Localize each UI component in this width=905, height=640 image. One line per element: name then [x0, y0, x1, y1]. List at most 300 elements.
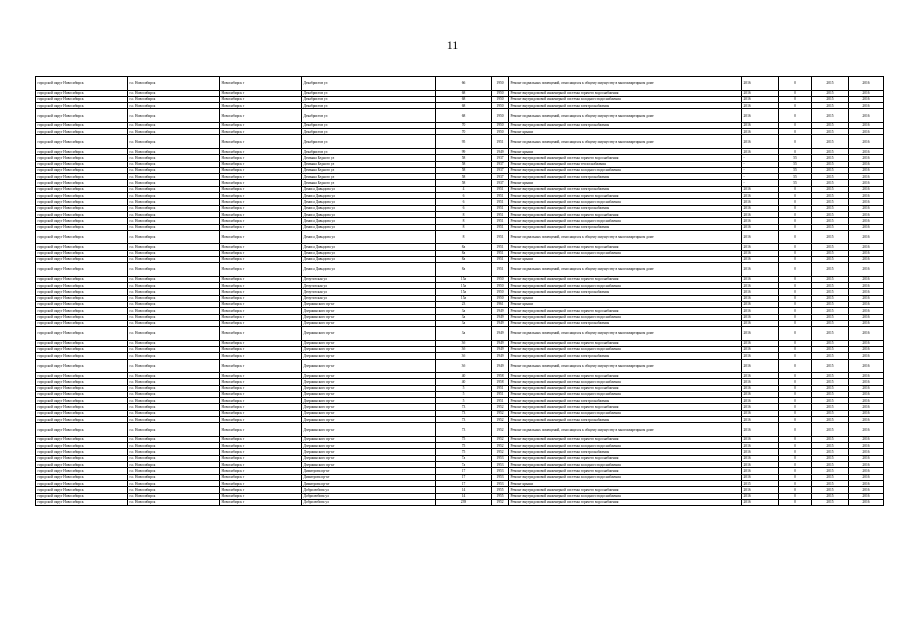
- cell-amount: 0: [779, 455, 812, 461]
- cell-work-type: Ремонт внутридомовой инженерной системы холодного водоснабжения: [509, 96, 742, 102]
- cell-amount: 0: [779, 211, 812, 217]
- cell-locality: Новосибирск г: [220, 109, 302, 123]
- cell-settlement: г.о. Новосибирск: [128, 314, 220, 320]
- cell-period-end: 2016: [849, 398, 884, 404]
- cell-house-number: 58: [436, 167, 492, 173]
- cell-locality: Новосибирск г: [220, 161, 302, 167]
- cell-settlement: г.о. Новосибирск: [128, 499, 220, 505]
- table-row: [36, 109, 884, 123]
- cell-period-end: 2016: [849, 391, 884, 397]
- cell-locality: Новосибирск г: [220, 391, 302, 397]
- cell-street: Дениса Давыдова ул: [302, 211, 436, 217]
- cell-plan-year: 2016: [742, 474, 779, 480]
- cell-period-start: 2015: [812, 199, 849, 205]
- cell-street: Добролюбова ул: [302, 499, 436, 505]
- cell-period-start: 2015: [812, 244, 849, 250]
- cell-street: Декабристов ул: [302, 122, 436, 128]
- cell-house-number: 17: [436, 474, 492, 480]
- cell-period-end: 2016: [849, 301, 884, 307]
- cell-house-number: 17: [436, 480, 492, 486]
- cell-street: Депутатская ул: [302, 295, 436, 301]
- cell-build-year: 1949: [492, 340, 509, 346]
- cell-work-type: Ремонт внутридомовой инженерной системы горячего водоснабжения: [509, 244, 742, 250]
- cell-plan-year: 2016: [742, 359, 779, 373]
- cell-period-end: 2016: [849, 155, 884, 161]
- cell-build-year: 1949: [492, 359, 509, 373]
- cell-build-year: 1949: [492, 346, 509, 352]
- cell-period-end: 2016: [849, 263, 884, 277]
- cell-period-start: 2015: [812, 480, 849, 486]
- cell-period-end: 2016: [849, 449, 884, 455]
- cell-period-end: 2016: [849, 161, 884, 167]
- cell-municipality: городской округ Новосибирск: [36, 230, 128, 244]
- cell-period-start: 2015: [812, 167, 849, 173]
- cell-settlement: г.о. Новосибирск: [128, 155, 220, 161]
- cell-work-type: Ремонт внутридомовой инженерной системы холодного водоснабжения: [509, 493, 742, 499]
- cell-amount: 0: [779, 487, 812, 493]
- cell-period-end: 2016: [849, 289, 884, 295]
- cell-plan-year: 2016: [742, 263, 779, 277]
- cell-locality: Новосибирск г: [220, 244, 302, 250]
- cell-build-year: 1951: [492, 391, 509, 397]
- cell-municipality: городской округ Новосибирск: [36, 417, 128, 423]
- cell-work-type: Ремонт подвальных помещений, относящихся к общему имуществу в многоквартирном доме: [509, 359, 742, 373]
- cell-build-year: 1951: [492, 244, 509, 250]
- cell-work-type: Ремонт внутридомовой инженерной системы электроснабжения: [509, 122, 742, 128]
- cell-settlement: г.о. Новосибирск: [128, 218, 220, 224]
- cell-work-type: Ремонт подвальных помещений, относящихся к общему имуществу в многоквартирном доме: [509, 327, 742, 341]
- cell-amount: 0: [779, 199, 812, 205]
- cell-amount: 0: [779, 417, 812, 423]
- cell-settlement: г.о. Новосибирск: [128, 327, 220, 341]
- cell-settlement: г.о. Новосибирск: [128, 404, 220, 410]
- cell-house-number: 8: [436, 230, 492, 244]
- cell-period-end: 2016: [849, 129, 884, 135]
- cell-house-number: 3а: [436, 314, 492, 320]
- cell-settlement: г.о. Новосибирск: [128, 250, 220, 256]
- cell-locality: Новосибирск г: [220, 327, 302, 341]
- cell-period-end: 2016: [849, 320, 884, 326]
- cell-work-type: Ремонт внутридомовой инженерной системы холодного водоснабжения: [509, 391, 742, 397]
- cell-street: Декабристов ул: [302, 90, 436, 96]
- cell-work-type: Ремонт внутридомовой инженерной системы холодного водоснабжения: [509, 379, 742, 385]
- cell-municipality: городской округ Новосибирск: [36, 404, 128, 410]
- cell-settlement: г.о. Новосибирск: [128, 109, 220, 123]
- cell-settlement: г.о. Новосибирск: [128, 263, 220, 277]
- cell-build-year: 1952: [492, 499, 509, 505]
- cell-work-type: Ремонт внутридомовой инженерной системы электроснабжения: [509, 224, 742, 230]
- cell-street: Депутатская ул: [302, 283, 436, 289]
- cell-locality: Новосибирск г: [220, 129, 302, 135]
- cell-period-end: 2016: [849, 211, 884, 217]
- cell-plan-year: 2016: [742, 443, 779, 449]
- cell-work-type: Ремонт внутридомовой инженерной системы холодного водоснабжения: [509, 462, 742, 468]
- cell-period-end: 2016: [849, 244, 884, 250]
- cell-settlement: г.о. Новосибирск: [128, 423, 220, 437]
- cell-plan-year: 2016: [742, 301, 779, 307]
- cell-amount: 0: [779, 263, 812, 277]
- cell-work-type: Ремонт внутридомовой инженерной системы горячего водоснабжения: [509, 308, 742, 314]
- cell-period-start: 2015: [812, 250, 849, 256]
- cell-period-start: 2015: [812, 230, 849, 244]
- cell-period-start: 2015: [812, 391, 849, 397]
- cell-street: Добролюбова ул: [302, 493, 436, 499]
- cell-period-end: 2016: [849, 373, 884, 379]
- cell-amount: 0: [779, 423, 812, 437]
- cell-amount: 0: [779, 77, 812, 91]
- cell-municipality: городской округ Новосибирск: [36, 199, 128, 205]
- cell-settlement: г.о. Новосибирск: [128, 320, 220, 326]
- table-row: [36, 135, 884, 149]
- cell-period-end: 2016: [849, 205, 884, 211]
- cell-amount: 0: [779, 468, 812, 474]
- cell-settlement: г.о. Новосибирск: [128, 211, 220, 217]
- cell-settlement: г.о. Новосибирск: [128, 103, 220, 109]
- cell-house-number: 40: [436, 373, 492, 379]
- cell-house-number: 99: [436, 148, 492, 154]
- cell-street: Дениса Давыдова ул: [302, 199, 436, 205]
- cell-build-year: 1951: [492, 256, 509, 262]
- cell-plan-year: 2016: [742, 327, 779, 341]
- cell-period-end: 2016: [849, 308, 884, 314]
- cell-work-type: Ремонт крыши: [509, 480, 742, 486]
- cell-period-end: 2016: [849, 353, 884, 359]
- cell-period-start: 2015: [812, 148, 849, 154]
- cell-amount: 0: [779, 96, 812, 102]
- cell-period-end: 2016: [849, 218, 884, 224]
- cell-settlement: г.о. Новосибирск: [128, 443, 220, 449]
- cell-period-start: 2015: [812, 379, 849, 385]
- cell-plan-year: 2016: [742, 96, 779, 102]
- cell-amount: 0: [779, 308, 812, 314]
- cell-street: Дениса Давыдова ул: [302, 230, 436, 244]
- cell-work-type: Ремонт подвальных помещений, относящихся к общему имуществу в многоквартирном доме: [509, 77, 742, 91]
- cell-municipality: городской округ Новосибирск: [36, 443, 128, 449]
- cell-plan-year: 2016: [742, 346, 779, 352]
- cell-period-start: 2015: [812, 493, 849, 499]
- cell-period-start: 2015: [812, 218, 849, 224]
- cell-amount: 0: [779, 289, 812, 295]
- cell-work-type: Ремонт подвальных помещений, относящихся к общему имуществу в многоквартирном доме: [509, 230, 742, 244]
- cell-period-start: 2015: [812, 96, 849, 102]
- cell-street: Дзержинского пр-кт: [302, 423, 436, 437]
- cell-work-type: Ремонт внутридомовой инженерной системы горячего водоснабжения: [509, 90, 742, 96]
- cell-street: Дзержинского пр-кт: [302, 391, 436, 397]
- cell-amount: 55: [779, 155, 812, 161]
- cell-street: Декабристов ул: [302, 148, 436, 154]
- cell-plan-year: 2016: [742, 373, 779, 379]
- cell-settlement: г.о. Новосибирск: [128, 77, 220, 91]
- cell-house-number: 3б: [436, 353, 492, 359]
- cell-locality: Новосибирск г: [220, 90, 302, 96]
- cell-work-type: Ремонт внутридомовой инженерной системы горячего водоснабжения: [509, 155, 742, 161]
- cell-plan-year: 2016: [742, 462, 779, 468]
- cell-amount: 0: [779, 218, 812, 224]
- cell-plan-year: -: [742, 155, 779, 161]
- cell-street: Дениса Давыдова ул: [302, 263, 436, 277]
- cell-amount: 0: [779, 205, 812, 211]
- cell-period-end: 2016: [849, 443, 884, 449]
- cell-house-number: 8а: [436, 256, 492, 262]
- cell-house-number: 73: [436, 410, 492, 416]
- cell-municipality: городской округ Новосибирск: [36, 468, 128, 474]
- cell-settlement: г.о. Новосибирск: [128, 244, 220, 250]
- cell-build-year: 1950: [492, 289, 509, 295]
- cell-amount: 55: [779, 167, 812, 173]
- cell-period-start: 2015: [812, 308, 849, 314]
- cell-street: Дзержинского пр-кт: [302, 379, 436, 385]
- cell-settlement: г.о. Новосибирск: [128, 480, 220, 486]
- cell-period-end: 2016: [849, 487, 884, 493]
- cell-build-year: 1949: [492, 353, 509, 359]
- cell-amount: 55: [779, 174, 812, 180]
- cell-locality: Новосибирск г: [220, 385, 302, 391]
- cell-build-year: 1952: [492, 417, 509, 423]
- cell-street: Дзержинского пр-кт: [302, 308, 436, 314]
- cell-plan-year: 2016: [742, 487, 779, 493]
- cell-settlement: г.о. Новосибирск: [128, 186, 220, 192]
- cell-build-year: 1949: [492, 148, 509, 154]
- cell-house-number: 73: [436, 417, 492, 423]
- cell-amount: 0: [779, 90, 812, 96]
- table-row: [36, 359, 884, 373]
- cell-street: Демьяна Бедного ул: [302, 174, 436, 180]
- cell-plan-year: 2016: [742, 218, 779, 224]
- cell-work-type: Ремонт внутридомовой инженерной системы горячего водоснабжения: [509, 436, 742, 442]
- cell-plan-year: 2016: [742, 205, 779, 211]
- cell-work-type: Ремонт крыши: [509, 148, 742, 154]
- cell-period-start: 2015: [812, 224, 849, 230]
- cell-locality: Новосибирск г: [220, 468, 302, 474]
- cell-plan-year: 2015: [742, 480, 779, 486]
- cell-work-type: Ремонт внутридомовой инженерной системы холодного водоснабжения: [509, 250, 742, 256]
- cell-settlement: г.о. Новосибирск: [128, 148, 220, 154]
- cell-period-end: 2016: [849, 276, 884, 282]
- cell-street: Декабристов ул: [302, 129, 436, 135]
- cell-work-type: Ремонт крыши: [509, 295, 742, 301]
- cell-settlement: г.о. Новосибирск: [128, 256, 220, 262]
- cell-house-number: 15а: [436, 283, 492, 289]
- cell-amount: 0: [779, 256, 812, 262]
- cell-municipality: городской округ Новосибирск: [36, 122, 128, 128]
- cell-plan-year: 2016: [742, 468, 779, 474]
- cell-amount: 0: [779, 122, 812, 128]
- cell-locality: Новосибирск г: [220, 320, 302, 326]
- cell-street: Дзержинского пр-кт: [302, 436, 436, 442]
- cell-street: Дзержинского пр-кт: [302, 314, 436, 320]
- cell-amount: 0: [779, 224, 812, 230]
- cell-settlement: г.о. Новосибирск: [128, 180, 220, 186]
- cell-municipality: городской округ Новосибирск: [36, 161, 128, 167]
- cell-municipality: городской округ Новосибирск: [36, 391, 128, 397]
- cell-street: Дениса Давыдова ул: [302, 256, 436, 262]
- cell-period-start: 2015: [812, 417, 849, 423]
- cell-build-year: 1950: [492, 103, 509, 109]
- cell-plan-year: 2016: [742, 135, 779, 149]
- cell-settlement: г.о. Новосибирск: [128, 359, 220, 373]
- cell-settlement: г.о. Новосибирск: [128, 289, 220, 295]
- cell-period-start: 2015: [812, 449, 849, 455]
- cell-settlement: г.о. Новосибирск: [128, 436, 220, 442]
- cell-work-type: Ремонт внутридомовой инженерной системы электроснабжения: [509, 417, 742, 423]
- cell-build-year: 1951: [492, 135, 509, 149]
- cell-work-type: Ремонт внутридомовой инженерной системы электроснабжения: [509, 174, 742, 180]
- cell-period-end: 2016: [849, 122, 884, 128]
- cell-settlement: г.о. Новосибирск: [128, 398, 220, 404]
- cell-plan-year: 2016: [742, 449, 779, 455]
- cell-municipality: городской округ Новосибирск: [36, 493, 128, 499]
- cell-house-number: 5: [436, 398, 492, 404]
- cell-house-number: 5: [436, 391, 492, 397]
- cell-build-year: 1953: [492, 455, 509, 461]
- cell-municipality: городской округ Новосибирск: [36, 359, 128, 373]
- cell-plan-year: 2016: [742, 385, 779, 391]
- cell-municipality: городской округ Новосибирск: [36, 462, 128, 468]
- cell-period-start: 2015: [812, 468, 849, 474]
- cell-build-year: 1949: [492, 308, 509, 314]
- cell-build-year: 1949: [492, 327, 509, 341]
- cell-period-start: 2015: [812, 423, 849, 437]
- cell-locality: Новосибирск г: [220, 263, 302, 277]
- cell-locality: Новосибирск г: [220, 436, 302, 442]
- cell-amount: 0: [779, 404, 812, 410]
- cell-period-start: 2015: [812, 373, 849, 379]
- cell-period-start: 2015: [812, 109, 849, 123]
- cell-period-start: 2015: [812, 129, 849, 135]
- cell-settlement: г.о. Новосибирск: [128, 122, 220, 128]
- cell-period-end: 2016: [849, 462, 884, 468]
- cell-work-type: Ремонт внутридомовой инженерной системы электроснабжения: [509, 205, 742, 211]
- cell-settlement: г.о. Новосибирск: [128, 487, 220, 493]
- cell-locality: Новосибирск г: [220, 211, 302, 217]
- cell-street: Декабристов ул: [302, 135, 436, 149]
- cell-work-type: Ремонт крыши: [509, 129, 742, 135]
- cell-street: Демьяна Бедного ул: [302, 161, 436, 167]
- cell-house-number: 40: [436, 379, 492, 385]
- cell-work-type: Ремонт внутридомовой инженерной системы электроснабжения: [509, 449, 742, 455]
- cell-period-start: 2015: [812, 103, 849, 109]
- table-row: [36, 77, 884, 91]
- cell-amount: 0: [779, 327, 812, 341]
- cell-period-start: 2015: [812, 487, 849, 493]
- cell-period-start: 2015: [812, 436, 849, 442]
- cell-amount: 0: [779, 230, 812, 244]
- cell-period-end: 2016: [849, 295, 884, 301]
- cell-house-number: 7а: [436, 455, 492, 461]
- cell-amount: 0: [779, 103, 812, 109]
- cell-municipality: городской округ Новосибирск: [36, 186, 128, 192]
- cell-settlement: г.о. Новосибирск: [128, 468, 220, 474]
- cell-plan-year: 2016: [742, 493, 779, 499]
- cell-work-type: Ремонт внутридомовой инженерной системы горячего водоснабжения: [509, 193, 742, 199]
- cell-period-start: 2015: [812, 295, 849, 301]
- cell-plan-year: 2016: [742, 230, 779, 244]
- cell-work-type: Ремонт внутридомовой инженерной системы холодного водоснабжения: [509, 474, 742, 480]
- cell-street: Дзержинского пр-кт: [302, 346, 436, 352]
- cell-municipality: городской округ Новосибирск: [36, 77, 128, 91]
- cell-period-end: 2016: [849, 250, 884, 256]
- cell-build-year: 1958: [492, 379, 509, 385]
- cell-settlement: г.о. Новосибирск: [128, 353, 220, 359]
- cell-work-type: Ремонт внутридомовой инженерной системы электроснабжения: [509, 320, 742, 326]
- cell-build-year: 1952: [492, 423, 509, 437]
- cell-municipality: городской округ Новосибирск: [36, 410, 128, 416]
- cell-work-type: Ремонт внутридомовой инженерной системы горячего водоснабжения: [509, 487, 742, 493]
- cell-municipality: городской округ Новосибирск: [36, 327, 128, 341]
- cell-amount: 0: [779, 244, 812, 250]
- cell-period-start: 2015: [812, 174, 849, 180]
- cell-locality: Новосибирск г: [220, 155, 302, 161]
- cell-locality: Новосибирск г: [220, 96, 302, 102]
- cell-plan-year: 2016: [742, 90, 779, 96]
- cell-period-end: 2016: [849, 493, 884, 499]
- cell-locality: Новосибирск г: [220, 480, 302, 486]
- cell-locality: Новосибирск г: [220, 493, 302, 499]
- cell-build-year: 1951: [492, 186, 509, 192]
- cell-amount: 55: [779, 161, 812, 167]
- cell-amount: 0: [779, 129, 812, 135]
- cell-municipality: городской округ Новосибирск: [36, 90, 128, 96]
- cell-period-start: 2015: [812, 77, 849, 91]
- cell-house-number: 5: [436, 385, 492, 391]
- cell-period-end: 2016: [849, 167, 884, 173]
- cell-plan-year: 2016: [742, 391, 779, 397]
- cell-street: Дениса Давыдова ул: [302, 244, 436, 250]
- cell-period-end: 2016: [849, 135, 884, 149]
- cell-locality: Новосибирск г: [220, 276, 302, 282]
- cell-work-type: Ремонт внутридомовой инженерной системы холодного водоснабжения: [509, 218, 742, 224]
- cell-plan-year: 2016: [742, 295, 779, 301]
- cell-amount: 0: [779, 340, 812, 346]
- cell-period-end: 2016: [849, 340, 884, 346]
- cell-house-number: 8: [436, 224, 492, 230]
- cell-street: Дениса Давыдова ул: [302, 224, 436, 230]
- cell-period-start: 2015: [812, 256, 849, 262]
- cell-amount: 0: [779, 353, 812, 359]
- table-row: [36, 263, 884, 277]
- cell-build-year: 1951: [492, 211, 509, 217]
- cell-work-type: Ремонт внутридомовой инженерной системы холодного водоснабжения: [509, 283, 742, 289]
- cell-period-start: 2015: [812, 346, 849, 352]
- cell-period-end: 2016: [849, 96, 884, 102]
- cell-period-start: 2015: [812, 135, 849, 149]
- cell-work-type: Ремонт внутридомовой инженерной системы горячего водоснабжения: [509, 385, 742, 391]
- cell-house-number: 95: [436, 135, 492, 149]
- cell-street: Дзержинского пр-кт: [302, 404, 436, 410]
- cell-locality: Новосибирск г: [220, 77, 302, 91]
- cell-build-year: 1952: [492, 443, 509, 449]
- cell-work-type: Ремонт внутридомовой инженерной системы холодного водоснабжения: [509, 443, 742, 449]
- cell-plan-year: -: [742, 167, 779, 173]
- cell-work-type: Ремонт подвальных помещений, относящихся к общему имуществу в многоквартирном доме: [509, 423, 742, 437]
- cell-locality: Новосибирск г: [220, 346, 302, 352]
- cell-plan-year: 2016: [742, 410, 779, 416]
- cell-street: Димитрова пр-кт: [302, 480, 436, 486]
- cell-house-number: 15а: [436, 276, 492, 282]
- cell-street: Дзержинского пр-кт: [302, 410, 436, 416]
- cell-build-year: 1952: [492, 436, 509, 442]
- cell-work-type: Ремонт внутридомовой инженерной системы горячего водоснабжения: [509, 211, 742, 217]
- cell-house-number: 14: [436, 487, 492, 493]
- cell-house-number: 58: [436, 155, 492, 161]
- cell-plan-year: 2016: [742, 340, 779, 346]
- cell-work-type: Ремонт внутридомовой инженерной системы электроснабжения: [509, 103, 742, 109]
- cell-period-end: 2016: [849, 474, 884, 480]
- cell-street: Дзержинского пр-кт: [302, 301, 436, 307]
- cell-municipality: городской округ Новосибирск: [36, 314, 128, 320]
- cell-period-start: 2015: [812, 327, 849, 341]
- cell-build-year: 1950: [492, 283, 509, 289]
